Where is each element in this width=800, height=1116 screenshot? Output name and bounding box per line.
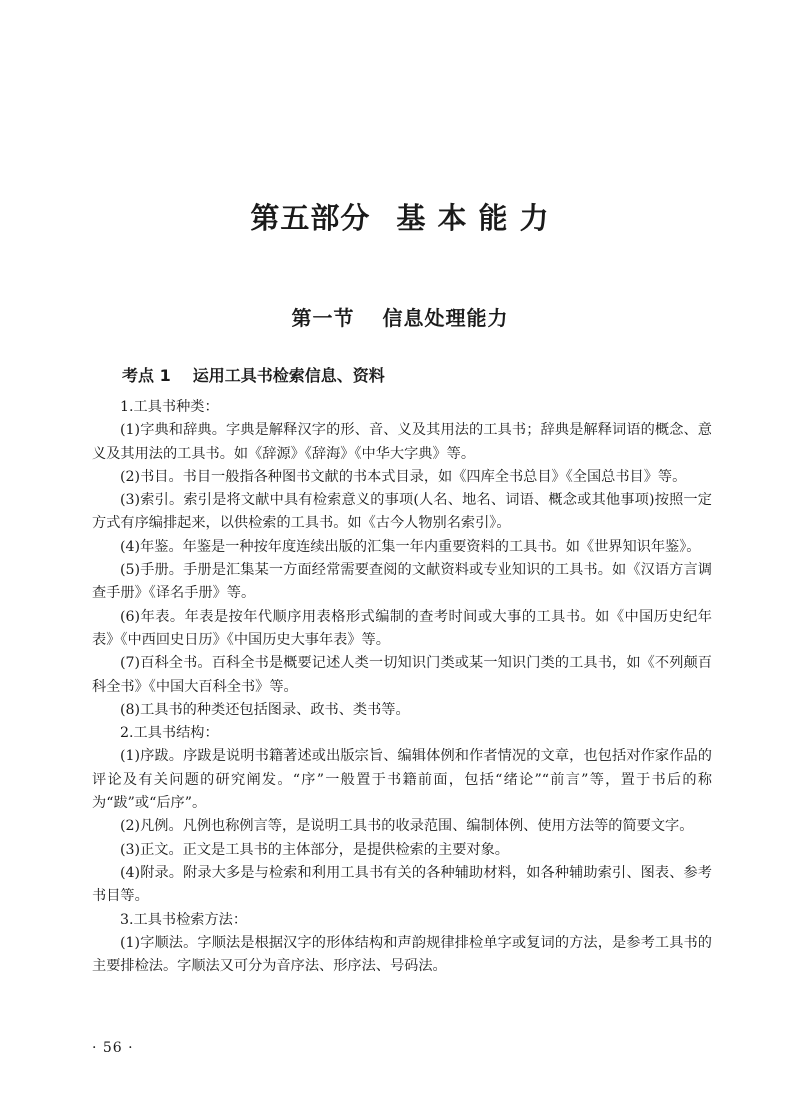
paragraph: (2)书目。书目一般指各种图书文献的书本式目录，如《四库全书总目》《全国总书目》等。 bbox=[120, 468, 687, 485]
paragraph: (4)年鉴。年鉴是一种按年度连续出版的汇集一年内重要资料的工具书。如《世界知识年鉴》。 bbox=[120, 538, 701, 555]
paragraph: (7)百科全书。百科全书是概要记述人类一切知识门类或某一知识门类的工具书，如《不列颠百科全书》《中国大百科全书》等。 bbox=[92, 655, 712, 695]
key-point-heading bbox=[122, 363, 385, 386]
part-label: 第五部分 bbox=[250, 201, 371, 235]
key-point-title: 运用工具书检索信息、资料 bbox=[192, 366, 385, 385]
section-title bbox=[0, 302, 800, 331]
body-text bbox=[92, 396, 712, 978]
paragraph: (1)序跋。序跋是说明书籍著述或出版宗旨、编辑体例和作者情况的文章，也包括对作家作品的评论及有关问题的研究阐发。“序”一般置于书籍前面，包括“绪论”“前言”等，置于书后的称为“跋”或“后序”。 bbox=[92, 748, 712, 812]
paragraph: (4)附录。附录大多是与检索和利用工具书有关的各种辅助材料，如各种辅助索引、图表、参考书目等。 bbox=[92, 864, 712, 905]
paragraph: (1)字典和辞典。字典是解释汉字的形、音、义及其用法的工具书；辞典是解释词语的概念、意义及其用法的工具书。如《辞源》《辞海》《中华大字典》等。 bbox=[92, 422, 712, 462]
paragraph: (2)凡例。凡例也称例言等，是说明工具书的收录范围、编制体例、使用方法等的简要文字。 bbox=[120, 818, 694, 835]
paragraph: 2.工具书结构： bbox=[120, 725, 219, 742]
part-name: 基 本 能 力 bbox=[396, 201, 550, 235]
paragraph: 3.工具书检索方法： bbox=[120, 911, 248, 928]
section-name: 信息处理能力 bbox=[382, 306, 509, 330]
paragraph: (3)正文。正文是工具书的主体部分，是提供检索的主要对象。 bbox=[120, 841, 509, 858]
paragraph: (8)工具书的种类还包括图录、政书、类书等。 bbox=[120, 701, 410, 718]
paragraph: (3)索引。索引是将文献中具有检索意义的事项(人名、地名、词语、概念或其他事项)按照一定方式有序编排起来，以供检索的工具书。如《古今人物别名索引》。 bbox=[92, 492, 712, 532]
paragraph: (1)字顺法。字顺法是根据汉字的形体结构和声韵规律排检单字或复词的方法，是参考工具书的主要排检法。字顺法又可分为音序法、形序法、号码法。 bbox=[92, 934, 712, 975]
section-label: 第一节 bbox=[291, 306, 355, 330]
paragraph: (5)手册。手册是汇集某一方面经常需要查阅的文献资料或专业知识的工具书。如《汉语方言调查手册》《译名手册》等。 bbox=[92, 562, 712, 602]
paragraph: 1.工具书种类： bbox=[120, 399, 219, 415]
key-point-label: 考点 1 bbox=[122, 366, 171, 385]
page-number: · 56 · bbox=[92, 1040, 134, 1056]
page-title bbox=[0, 196, 800, 237]
paragraph: (6)年表。年表是按年代顺序用表格形式编制的查考时间或大事的工具书。如《中国历史纪年表》《中西回史日历》《中国历史大事年表》等。 bbox=[92, 608, 712, 648]
